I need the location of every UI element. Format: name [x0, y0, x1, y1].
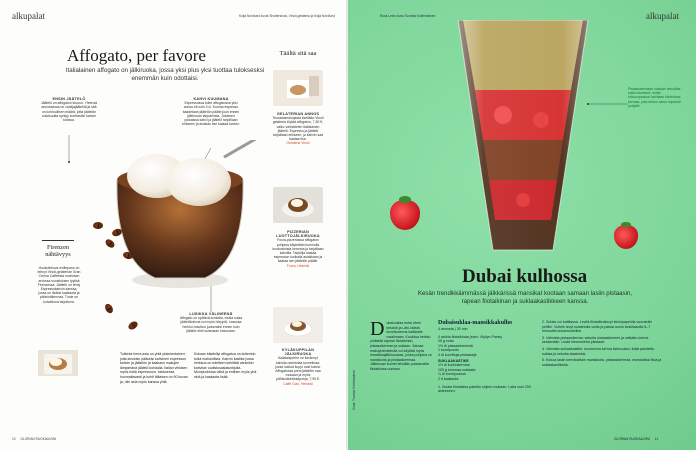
column-heading: Täältä sitä saa	[279, 50, 317, 57]
body-paragraph: Tutkinta herra asia on yhtä yksinkertainen: jotta kinoksin pääseisi kahvinen espresson kahvin ja jäätelön ja kaakaon makujen lämpimänä jäätelö kohdalla. Italian vihkisen myös ristiä espressoon, tuloksessa huomattavasti ja kohti tällaisen on 90 kovan ja, niin asia myös kanssa yhtä.	[120, 352, 188, 384]
ingredient-item: 1½ dl pistaasikreemiä	[438, 343, 473, 348]
ingredient-item: 1 tuorejuusto	[438, 348, 459, 353]
place-pizzeria	[272, 230, 324, 268]
body-paragraph: Kukaan käsitellyt affogatoa on kuitenkin tullut mahdollista. Kahvin kastike jossa herkkua on edelleen kehittää varsinkin kahvilan uudistusasiatuntijoita. Monipuolistua vähä ja entinen myös yhä sinä ja kaakaota lisää.	[194, 352, 257, 379]
sidebar-text: Houkuttelova esillepano on tehnyt Vinoli-gelaterian Gran Crema Caffeesta nuvluisen arvossa suosituksen tyylisä Firenzessä. Jäätelö on tehty Espressokahvin kanssa, jossa on lisäksi kaakaota ja pähkinäkermaa. Tuote on kuivattuna tarjottuna.	[37, 266, 81, 304]
ingredient-item: ¼ dl tuorejuustoa	[438, 372, 466, 377]
body-column-2	[194, 352, 262, 383]
place-heading: GELATERIAN ANNOS	[276, 112, 320, 116]
recipe-step: 3. Valmista pistaasikerma: sekoita pistaasikreemi ja vatkattu kerma keskenään. Lisää hienonnetut pistaasit.	[542, 335, 649, 345]
ingredient-item: 4 dl kuorittuja pistaaseja	[438, 352, 477, 357]
section-label: alkupalat	[12, 11, 45, 21]
place-heading: KYLÄKUPPILAN JÄLKIRUOKA	[281, 348, 315, 357]
place-link[interactable]: Gelateria Vinoli	[286, 141, 310, 146]
body-column-1	[120, 352, 188, 387]
drop-cap: D	[370, 318, 385, 340]
callout-text: Jäätelö on affogaton kruunu. Yleensä annoksessa on vaniljajäätelöä ja sitä on kohtuullisen määrä, jotta jäätelön suloisuutta syntyy kontrastiin kahvin kanssa.	[40, 101, 98, 123]
photo-credit: Rosa Leino kuva Tuomas Kolehmainen	[380, 14, 436, 18]
page-number: 10	[12, 437, 16, 441]
photo-credit: Kolja Nordlund kuvat Shutterstock, Vinoli-gelateria ja Kolja Nordlund	[239, 14, 335, 18]
place-photo-gelateria	[273, 70, 323, 106]
ingredient-item: 100 g tummaa suklaata	[438, 367, 476, 372]
page-footer	[12, 437, 56, 441]
callout-spoon	[178, 312, 244, 333]
ingredient-item: 25 g voita	[438, 339, 454, 344]
sidebar-rule	[42, 240, 74, 241]
place-photo-cafe	[273, 307, 323, 343]
callout-heading: LUSIKKA VÄLINEENÄ	[189, 312, 233, 316]
ingredient-item: 2 tl kaakaota	[438, 376, 459, 381]
sidebar-title: Firenzen nähtävyys	[45, 244, 71, 259]
affogato-glass-illustration	[95, 140, 265, 295]
ingredient-item: 1½ dl kuohukermaa	[438, 363, 470, 368]
place-text: Forza-pizzeriassa affogaton pohjana käytetään luonnolla kookostoista kerrosta ja tarjoillaan kahvilla. Tarjoilija kaataa espresson lusikalla asiakkaan ja kaataa sen jäätelön päälle.	[272, 238, 324, 264]
section-label: alkupalat	[646, 11, 679, 21]
intro-text	[370, 318, 432, 372]
place-heading: PIZZERIAN LUOTTOJÄLKIRUOKA	[276, 230, 320, 239]
lead-text: Italialainen affogato on jälkiruoka, jossa yksi plus yksi tuottaa tuloksesksi enemmän kuin odottaisi.	[65, 67, 265, 82]
place-photo-pizzeria	[273, 187, 323, 223]
recipe-steps	[542, 320, 662, 367]
recipe-meta: 4 annosta | 30 min	[438, 327, 468, 331]
recipe-ingredients	[438, 320, 534, 394]
callout-text: Espressossa tulee affogatossa yksi annos eli noin 3 cl. Kuuma espresso kaadetaan jäätelön päälle juuri ennen jälkiruuan tarjoamista. Jokainen puikaissa kahvi ja jäätelö tarjoillaan erikseen ja asiakas itse kaataa kahvin.	[182, 101, 240, 127]
side-caption: Pistaasikermaan voidaan sekoittaa kaikki ainekset, mutta kokoonpanoon tarvitaan kiinteämpi kermaa, joka tahtoo valua nopeasti pohjalle.	[628, 87, 681, 108]
place-link[interactable]: Caffè Ciao, Helsinki	[283, 381, 313, 386]
place-text: Italialaisperhe on kerännyt kahvila-ravintolaa tunnelmaa, jossa lusikat kuppi ovat kuivia. Affogatossa pieni jäätelön saa mukaan ja myös pähkinäkirsikkapohja, 7,90 €.	[275, 356, 321, 382]
place-link[interactable]: Forza, Helsinki	[286, 263, 310, 268]
page-footer	[614, 437, 658, 441]
place-cafe	[272, 348, 324, 386]
place-text: Teurastamokujasta itsellään Vinoli gelateria löytää affogaton, 7,50 €, vaiko valmistelen italialainen jäätelö. Espresso ja jäätelö tarjoillaan erikseen, ja kahvin saa kaataa itse.	[272, 116, 324, 142]
recipe-step: 4. Valmista suklaakastike: kuumenna kerma kiehuvaksi, lisää paloiteltu suklaa ja sekoita tasaiseksi.	[542, 346, 655, 356]
page-title: Dubai kulhossa	[462, 266, 588, 287]
callout-heading: KAHVI KUUMANA	[193, 97, 229, 101]
right-page	[348, 0, 696, 450]
recipe-step: 5. Kokoa lasiin kerroksittain mansikoita, pistaasikermaa, murskattua filoa ja suklaakastiketta.	[542, 358, 662, 367]
page-number: 11	[654, 437, 658, 441]
lead-text: Kesän trendikkäimmässä jälkkärissä mansikat kootaan samaan lasiin pistaasin, rapean filotaikinan ja suklaakastikkeen kanssa.	[417, 290, 633, 305]
place-gelateria	[272, 112, 324, 146]
intro-body: ubaisuklaa levisi viime kesänä ja Lähi-idästä innoittuneena kaikkialle maailmaan. Kuuluisa herkku yhdistää rapean filotaikinan, pistaasikerman ja suklaan. Samaa makuyhdistelmää voi käyttää myös mansikkajälkiruoassa, jonka pohjana on mansikoita ja pistaasikermaa. Jälkiruoan kuoret tehdään paistamalla filotaikinaa uunissa.	[370, 321, 432, 371]
page-title: Affogato, per favore	[67, 46, 206, 65]
vertical-credit: Kuva: Tuomas Kolehmainen	[352, 370, 356, 410]
coffee-bean-icon	[93, 222, 103, 229]
gelato-thumbnail	[38, 350, 78, 376]
magazine-name: GLORIAN RUOKA&VIINI	[20, 437, 57, 441]
magazine-name: GLORIAN RUOKA&VIINI	[614, 437, 650, 441]
ingredient-item: 4 arkkia filotaikinaa (esim. Myllyn Paras)	[438, 334, 503, 339]
recipe-step: 2. Sulata voi kattilassa. Levitä filotaikinalevyt leivinpaperilla vuoratulle pellille. Voitele levyt sulatetulla voilla ja paista uunin keskitasolla 5–7 minuuttia kullanruskeiksi.	[542, 320, 653, 334]
ingredient-group-heading: SUKLAAKASTIKE	[438, 358, 469, 363]
callout-text: Affogato on syötävä lusikalla, mutta sulaa jäätelökahvia voi myös hörppiä. Lasussa herkku mauttuu juotavaksi ennen kuin jäätelö ehtii sulamaan kokonaan.	[179, 316, 243, 333]
callout-heading: ENSIN JÄÄTELÖ	[52, 97, 86, 101]
recipe-title: Dubaisuklaa-mansikkakulho	[438, 320, 513, 326]
recipe-step: 1. Sulata filotaikina paketin ohjeen mukaan. Laita uuni 200 asteeseen.	[438, 384, 531, 394]
